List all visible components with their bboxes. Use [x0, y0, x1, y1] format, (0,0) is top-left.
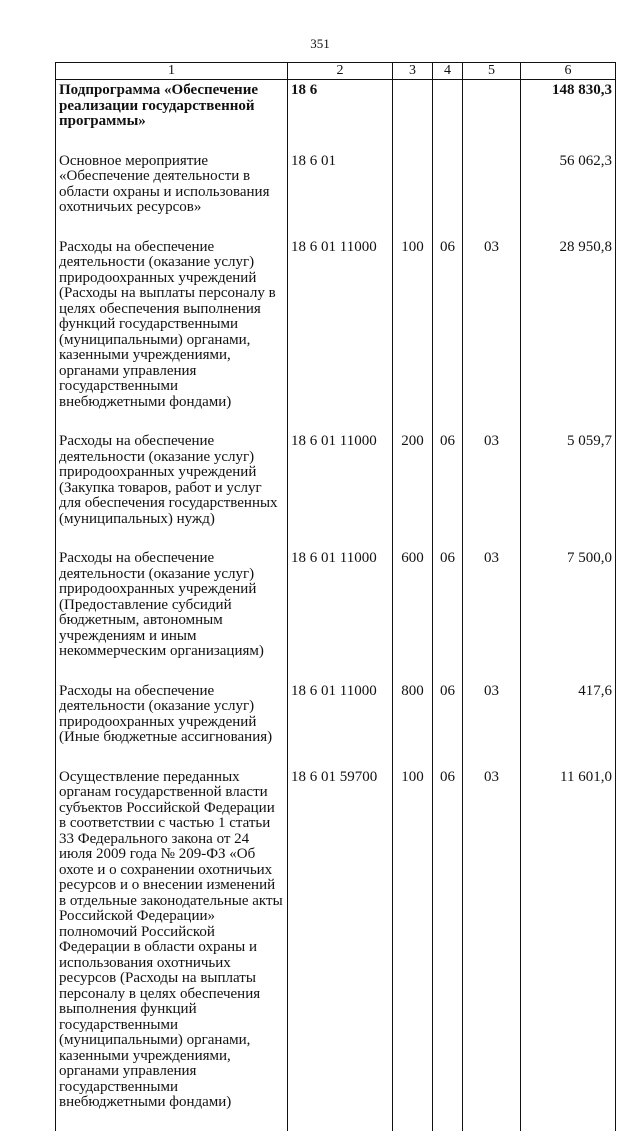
subsection: 03: [463, 766, 521, 1131]
column-header-4: 4: [433, 63, 463, 80]
section: [433, 80, 463, 150]
amount: 5 059,7: [521, 430, 616, 547]
item-name: Расходы на обеспечение деятельности (оказание услуг) природоохранных учреждений (Предоставление субсидий бюджетным, автономным учреждениям и иным некоммерческим организациям): [56, 547, 288, 680]
table-row: [56, 150, 616, 236]
expense-type: 200: [393, 430, 433, 547]
item-name: Расходы на обеспечение деятельности (оказание услуг) природоохранных учреждений (Закупка товаров, работ и услуг для обеспечения государственных (муниципальных) нужд): [56, 430, 288, 547]
item-code: 18 6 01 59700: [288, 766, 393, 1131]
table-row: [56, 80, 616, 150]
subsection: 03: [463, 680, 521, 766]
expense-type: [393, 150, 433, 236]
table-row: [56, 236, 616, 431]
expense-type: 800: [393, 680, 433, 766]
amount: 56 062,3: [521, 150, 616, 236]
subsection: [463, 150, 521, 236]
item-code: 18 6 01 11000: [288, 547, 393, 680]
column-header-3: 3: [393, 63, 433, 80]
table-body: [56, 80, 616, 1131]
table-row: [56, 766, 616, 1131]
section: 06: [433, 236, 463, 431]
section: [433, 150, 463, 236]
amount: 417,6: [521, 680, 616, 766]
item-code: 18 6 01 11000: [288, 430, 393, 547]
table-row: [56, 680, 616, 766]
subsection: 03: [463, 236, 521, 431]
item-code: 18 6 01: [288, 150, 393, 236]
header-row: [56, 63, 616, 80]
column-header-5: 5: [463, 63, 521, 80]
item-name: Осуществление переданных органам государственной власти субъектов Российской Федерации в соответствии с частью 1 статьи 33 Федерального закона от 24 июля 2009 года № 209-ФЗ «Об охоте и о сохранении охотничьих ресурсов и о внесении изменений в отдельные законодательные акты Российской Федерации» полномочий Российской Федерации в области охраны и использования охотничьих ресурсов (Расходы на выплаты персоналу в целях обеспечения выполнения функций государственными (муниципальными) органами, казенными учреждениями, органами управления государственными внебюджетными фондами): [56, 766, 288, 1131]
section: 06: [433, 430, 463, 547]
column-header-6: 6: [521, 63, 616, 80]
item-code: 18 6 01 11000: [288, 680, 393, 766]
table-row: [56, 547, 616, 680]
amount: 28 950,8: [521, 236, 616, 431]
section: 06: [433, 547, 463, 680]
expense-type: [393, 80, 433, 150]
item-name: Расходы на обеспечение деятельности (оказание услуг) природоохранных учреждений (Иные бюджетные ассигнования): [56, 680, 288, 766]
budget-table: [55, 62, 616, 1131]
section: 06: [433, 680, 463, 766]
item-name: Подпрограмма «Обеспечение реализации государственной программы»: [56, 80, 288, 150]
amount: 148 830,3: [521, 80, 616, 150]
column-header-2: 2: [288, 63, 393, 80]
item-code: 18 6: [288, 80, 393, 150]
item-code: 18 6 01 11000: [288, 236, 393, 431]
column-header-1: 1: [56, 63, 288, 80]
section: 06: [433, 766, 463, 1131]
expense-type: 100: [393, 766, 433, 1131]
subsection: 03: [463, 547, 521, 680]
amount: 11 601,0: [521, 766, 616, 1131]
expense-type: 100: [393, 236, 433, 431]
amount: 7 500,0: [521, 547, 616, 680]
item-name: Основное мероприятие «Обеспечение деятельности в области охраны и использования охотничьих ресурсов»: [56, 150, 288, 236]
item-name: Расходы на обеспечение деятельности (оказание услуг) природоохранных учреждений (Расходы на выплаты персоналу в целях обеспечения выполнения функций государственными (муниципальными) органами, казенными учреждениями, органами управления государственными внебюджетными фондами): [56, 236, 288, 431]
page-number: 351: [310, 36, 330, 51]
subsection: [463, 80, 521, 150]
expense-type: 600: [393, 547, 433, 680]
table-row: [56, 430, 616, 547]
subsection: 03: [463, 430, 521, 547]
